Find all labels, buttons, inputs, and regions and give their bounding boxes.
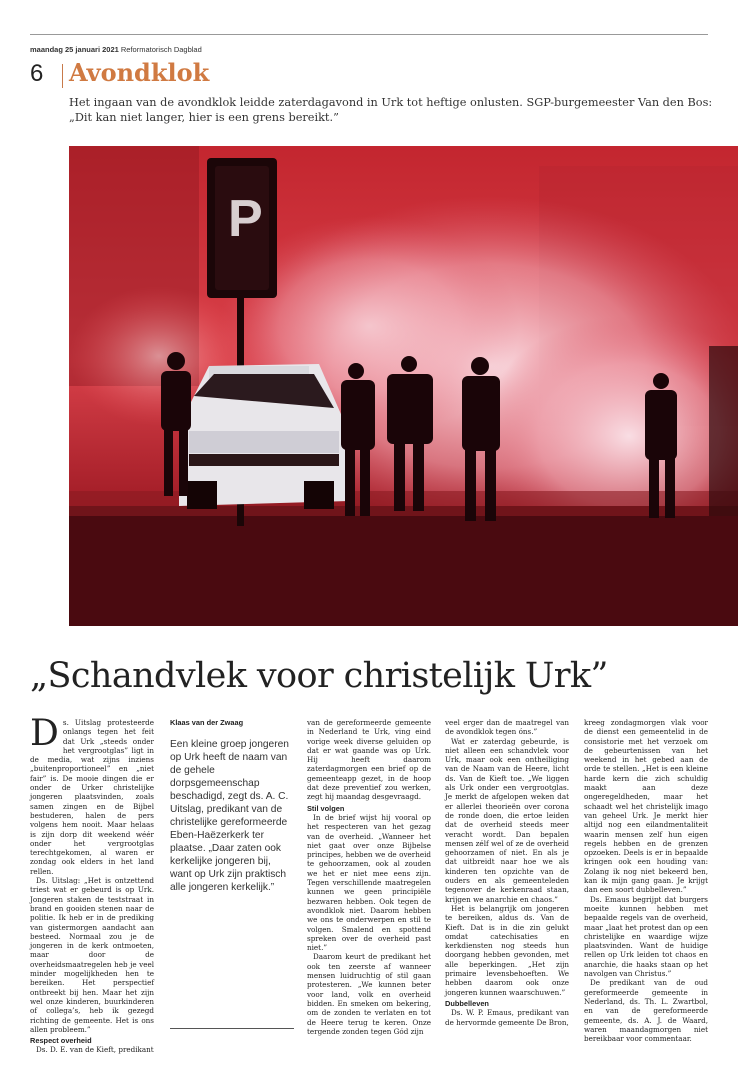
paragraph: s. Uitslag protesteerde onlangs tegen het feit dat Urk „steeds onder het vergrootglas” ligt in de media, wat zijns inziens „buitenproportioneel” en „niet fair” is. De mooie dingen die er onder de Urker christelijke jongeren plaatsvinden, zoals samen zingen en de Bijbel bestuderen, halen de pers volgens hem nooit. Maar helaas is zijn dorp dit weekend wéér onder het vergrootglas terechtgekomen, al waren er zondag ook elders in het land rellen.: [30, 718, 154, 876]
page-number: 6: [30, 60, 44, 87]
section-title: Avondklok: [69, 58, 210, 87]
paragraph: Ds. D. E. van de Kieft, predikant: [36, 1045, 154, 1055]
paragraph: Ds. W. P. Emaus, predikant van de hervormde gemeente De Bron,: [445, 1008, 569, 1027]
riot-photo-illustration: [69, 146, 738, 626]
paragraph: veel erger dan de maatregel van de avondklok tegen óns.”: [445, 718, 569, 737]
column-rule: [170, 1028, 294, 1029]
article-column-2: [170, 718, 294, 894]
paragraph: Ds. Emaus begrijpt dat burgers moeite kunnen hebben met bepaalde regels van de overheid, maar „laat het protest dan op een christelijke en waardige wijze plaatsvinden. Want de huidige rellen op Urk leiden tot chaos en anarchie, die haaks staan op het navolgen van Christus.”: [584, 894, 708, 979]
article-column-4: [445, 718, 569, 1027]
subheading: Respect overheid: [30, 1036, 92, 1046]
parking-sign-letter: P: [228, 190, 263, 248]
article-column-1: [30, 713, 154, 1055]
article-column-3: [307, 718, 431, 1036]
paragraph: van de gereformeerde gemeente in Nederland te Urk, ving eind vorige week diverse geluiden op dat er wat gaande was op Urk. Hij heeft daarom zaterdagmorgen een brief op de gemeenteapp gezet, in de hoop dat deze preventief zou werken, zegt hij maandag desgevraagd.: [307, 718, 431, 802]
section-divider: [62, 64, 63, 88]
article-column-5: [584, 718, 708, 1043]
intro-text: Het ingaan van de avondklok leidde zaterdagavond in Urk tot heftige onlusten. SGP-burgemeester Van den Bos: „Dit kan niet langer, hier is een grens bereikt.”: [69, 96, 713, 124]
publication-name: Reformatorisch Dagblad: [120, 45, 202, 54]
paragraph: Daarom keurt de predikant het ook ten zeerste af wanneer mensen luidruchtig of stil gaan protesteren. „We kunnen beter voor land, volk en overheid bidden. En smeken om bekering, om de zonden te verlaten en tot de Heere terug te keren. Onze tergende zonden tegen Gód zijn: [307, 952, 431, 1036]
drop-cap: D: [30, 713, 59, 754]
subheading: Dubbelleven: [445, 998, 489, 1008]
paragraph: In de brief wijst hij vooral op het respecteren van het gezag van de overheid. „Wanneer het niet gaat over onze Bijbelse principes, hebben we de overheid te gehoorzamen, ook al zouden we het er niet mee eens zijn. Tegen verschillende maatregelen kunnen we geen principiële bezwaren hebben. Ook tegen de avondklok niet. Daarom hebben we ons te onderwerpen en stil te volgen. Smalend en spottend spreken over de overheid past niet.”: [307, 812, 431, 953]
paragraph: De predikant van de oud gereformeerde gemeente in Nederland, ds. Th. L. Zwartbol, en van de gereformeerde gemeente, ds. A. J. de Waard, waren maandagmorgen niet bereikbaar voor commentaar.: [584, 978, 708, 1044]
top-rule: [30, 34, 708, 35]
dateline: [30, 45, 202, 54]
paragraph: kreeg zondagmorgen vlak voor de dienst een gemeentelid in de consistorie met het verzoek om de gebeurtenissen van het weekend in het gebed aan de orde te stellen. „Het is een kleine harde kern die zich schuldig maakt aan deze ongeregeldheden, maar het schaadt wel het christelijk imago van geheel Urk. Je merkt hier altijd nog een eilandmentaliteit waarin mensen zelf hun eigen regels hebben en de grenzen opzoeken. Deels is er in bepaalde kringen ook een houding van: Zolang ik nog niet bekeerd ben, kan ik mijn gang gaan. Je krijgt dan een soort dubbelleven.”: [584, 718, 708, 895]
pull-quote: Een kleine groep jongeren op Urk heeft de naam van de gehele dorpsgemeenschap beschadigd, zegt ds. A. C. Uitslag, predikant van de christelijke gereformeerde Eben-Haëzerkerk ter plaatse. „Daar zaten ook kerkelijke jongeren bij, want op Urk zijn praktisch alle jongeren kerkelijk.”: [170, 739, 289, 894]
article-headline: „Schandvlek voor christelijk Urk”: [30, 656, 608, 696]
paragraph: Ds. Uitslag: „Het is ontzettend triest wat er gebeurd is op Urk. Jongeren staken de teststraat in brand en gooiden stenen naar de politie. Ik heb er in de prediking van gistermorgen aandacht aan besteed. Normaal zou je de jongeren in de kerk ontmoeten, maar door de overheidsmaatregelen heb je veel minder mogelijkheden hen te bereiken. Het perspectief ontbreekt bij hen. Maar het zijn wel onze kinderen, buurkinderen of collega’s, heb ik gezegd richting de gemeente. Het is ons allen probleem.”: [30, 876, 154, 1034]
paragraph: Het is belangrijk om jongeren te bereiken, aldus ds. Van de Kieft. Dat is in die zin gelukt omdat catechisaties en kerkdiensten nog steeds hun doorgang hebben gevonden, met alle beperkingen. „Het zijn primaire levensbehoeften. We hebben daarom ook onze jongeren kunnen waarschuwen.”: [445, 903, 569, 997]
byline: Klaas van der Zwaag: [170, 718, 244, 727]
subheading: Stil volgen: [307, 803, 345, 813]
paragraph: Wat er zaterdag gebeurde, is niet alleen een schandvlek voor Urk, maar ook een ontheiliging van de Naam van de Heere, licht ds. Van de Kieft toe. „We liggen als Urk onder een vergrootglas. Je merkt de afgelopen weken dat er allerlei theorieën over corona de ronde doen, die ertoe leiden dat de overheid steeds meer veracht wordt. Dan bepalen mensen zélf wel of ze de overheid gehoorzamen of niet. En als je dat uitbreidt naar hoe we als kinderen ten opzichte van de ouders en als gemeenteleden tegenover de kerkenraad staan, krijgen we anarchie en chaos.”: [445, 736, 569, 904]
issue-date: maandag 25 januari 2021: [30, 45, 119, 54]
riot-photo: [69, 146, 738, 626]
